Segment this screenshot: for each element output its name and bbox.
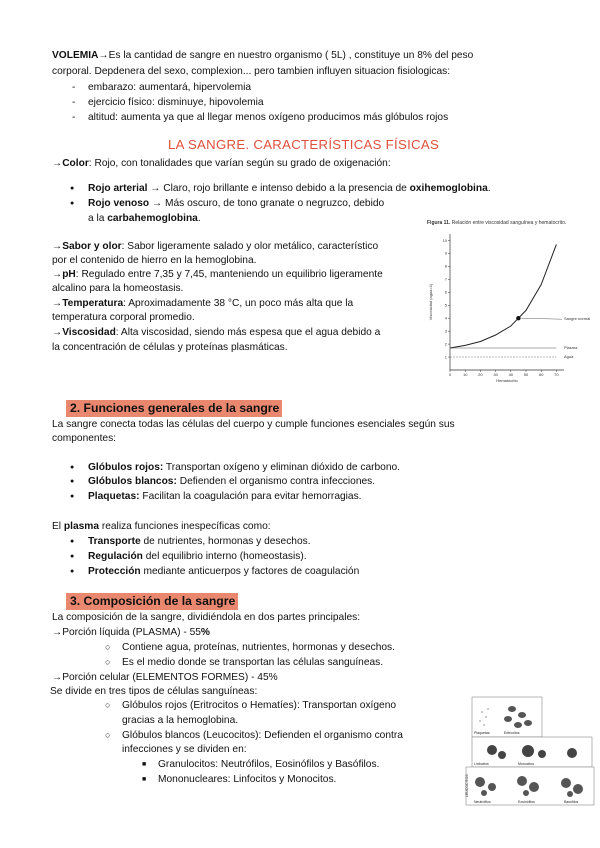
sabor-line2: por el contenido de hierro en la hemoglobina.: [52, 255, 257, 266]
fisicas-heading: LA SANGRE. CARACTERÍSTICAS FÍSICAS: [168, 137, 440, 152]
plasma-item: ● Regulación del equilibrio interno (homeostasis).: [88, 550, 307, 563]
rojo-venoso-line2: a la carbahemoglobina.: [88, 213, 201, 224]
x-tick-label: 10: [462, 372, 468, 377]
ph-line2: alcalino para la homeostasis.: [52, 283, 184, 294]
figure-caption: Figura 11. Relación entre viscosidad sanguínea y hematocrito.: [427, 220, 567, 226]
volemia-item: - ejercicio físico: disminuye, hipovolemia: [88, 96, 264, 109]
rojo-arterial: ● Rojo arterial → Claro, rojo brillante e intenso debido a la presencia de oxihemoglobina.: [88, 182, 491, 195]
ph-line1: →pH: Regulado entre 7,35 y 7,45, manteniendo un equilibrio ligeramente: [52, 269, 383, 280]
celular-intro: Se divide en tres tipos de células sanguíneas:: [50, 686, 258, 697]
y-tick-label: 6: [444, 289, 447, 295]
label-basofilos: Basófilos: [564, 800, 579, 804]
label-neutrofilos: Neutrófilos: [474, 800, 491, 804]
series-label-sangre: Sangre normal: [564, 316, 591, 322]
label-leucocitos: LEUCOCITOS: [465, 774, 469, 797]
rojos-line2: gracias a la hemoglobina.: [122, 715, 239, 726]
series-line-sangre-normal: [450, 244, 556, 348]
liquida-item: ○ Es el medio donde se transportan las células sanguíneas.: [122, 656, 383, 669]
funcion-item: ● Plaquetas: Facilitan la coagulación para evitar hemorragias.: [88, 490, 362, 503]
visc-line1: →Viscosidad: Alta viscosidad, siendo más espesa que el agua debido a: [52, 327, 381, 338]
x-axis-label: Hematocrito: [496, 378, 518, 383]
y-tick-label: 3: [444, 328, 447, 334]
x-tick-label: 60: [538, 372, 544, 377]
x-tick-label: 50: [523, 372, 529, 377]
label-linfocitos: Linfocitos: [474, 762, 489, 766]
porcion-liquida: →Porción líquida (PLASMA) - 55%: [52, 627, 210, 638]
y-tick-label: 5: [444, 302, 447, 308]
rojo-venoso: ● Rojo venoso → Más oscuro, de tono granate o negruzco, debido: [88, 197, 384, 210]
mononucleares-item: ■ Mononucleares: Linfocitos y Monocitos.: [158, 773, 336, 786]
funcion-item: ● Glóbulos blancos: Defienden el organismo contra infecciones.: [88, 475, 375, 488]
granulocitos-item: ■ Granulocitos: Neutrófilos, Eosinófilos y Basófilos.: [158, 758, 379, 771]
highlight-leader: [521, 318, 562, 319]
x-tick-label: 20: [478, 372, 483, 377]
volemia-term: VOLEMIA: [52, 50, 99, 61]
highlight-point: [516, 316, 520, 320]
y-tick-label: 4: [444, 315, 447, 321]
liquida-item: ○ Contiene agua, proteínas, nutrientes, hormonas y desechos.: [122, 641, 395, 654]
label-plaquetas: Plaquetas: [474, 731, 490, 735]
series-label-plasma: Plasma: [564, 344, 578, 350]
label-monocitos: Monocitos: [518, 762, 534, 766]
volemia-line1: VOLEMIA→Es la cantidad de sangre en nuestro organismo ( 5L) , constituye un 8% del peso: [52, 50, 474, 61]
blood-cells-figure: [462, 697, 594, 807]
temp-line1: →Temperatura: Aproximadamente 38 °C, un poco más alta que la: [52, 298, 354, 309]
composicion-intro: La composición de la sangre, dividiéndola en dos partes principales:: [52, 612, 361, 623]
volemia-line2: corporal. Depdenera del sexo, complexion... pero tambien influyen situacion fisiologicas:: [52, 66, 451, 77]
plasma-line: El plasma realiza funciones inespecíficas como:: [52, 521, 271, 532]
series-label-agua: Agua: [564, 354, 574, 360]
blancos-line1: ○ Glóbulos blancos (Leucocitos): Defienden el organismo contra: [122, 729, 403, 742]
funciones-intro-2: componentes:: [52, 433, 116, 444]
x-tick-label: 70: [554, 372, 559, 377]
y-tick-label: 2: [444, 341, 447, 347]
blancos-line2: infecciones y se dividen en:: [122, 744, 247, 755]
y-tick-label: 1: [444, 354, 447, 360]
volemia-item: - embarazo: aumentará, hipervolemia: [88, 81, 251, 94]
blood-cells-illustration: [462, 697, 594, 807]
rojos-line1: ○ Glóbulos rojos (Eritrocitos o Hematíes): Transportan oxígeno: [122, 699, 396, 712]
porcion-celular: →Porción celular (ELEMENTOS FORMES) - 45%: [52, 672, 278, 683]
viscosity-figure: [424, 220, 594, 383]
y-axis-label: Viscosidad (agua=1): [428, 283, 433, 321]
visc-line2: la concentración de células y proteínas plasmáticas.: [52, 342, 288, 353]
x-tick-label: 0: [448, 372, 452, 377]
y-tick-label: 10: [442, 237, 447, 243]
color-line: →Color: Rojo, con tonalidades que varían según su grado de oxigenación:: [52, 158, 391, 169]
temp-line2: temperatura corporal promedio.: [52, 312, 195, 323]
section-2-title: 2. Funciones generales de la sangre: [66, 400, 282, 417]
viscosity-chart: [424, 228, 594, 383]
funciones-intro-1: La sangre conecta todas las células del cuerpo y cumple funciones esenciales según sus: [52, 419, 455, 430]
y-tick-label: 8: [444, 263, 447, 269]
volemia-item: - altitud: aumenta ya que al llegar menos oxígeno producimos más glóbulos rojos: [88, 111, 448, 124]
funcion-item: ● Glóbulos rojos: Transportan oxígeno y eliminan dióxido de carbono.: [88, 461, 400, 474]
plasma-item: ● Protección mediante anticuerpos y factores de coagulación: [88, 565, 359, 578]
label-eritrocitos: Eritrocitos: [504, 731, 520, 735]
label-eosinofilos: Eosinófilos: [518, 800, 535, 804]
x-tick-label: 30: [493, 372, 498, 377]
y-tick-label: 9: [444, 250, 447, 256]
sabor-line1: →Sabor y olor: Sabor ligeramente salado y olor metálico, característico: [52, 241, 379, 252]
plasma-item: ● Transporte de nutrientes, hormonas y desechos.: [88, 535, 311, 548]
section-3-title: 3. Composición de la sangre: [66, 593, 238, 610]
x-tick-label: 40: [508, 372, 514, 377]
y-tick-label: 7: [444, 276, 447, 282]
